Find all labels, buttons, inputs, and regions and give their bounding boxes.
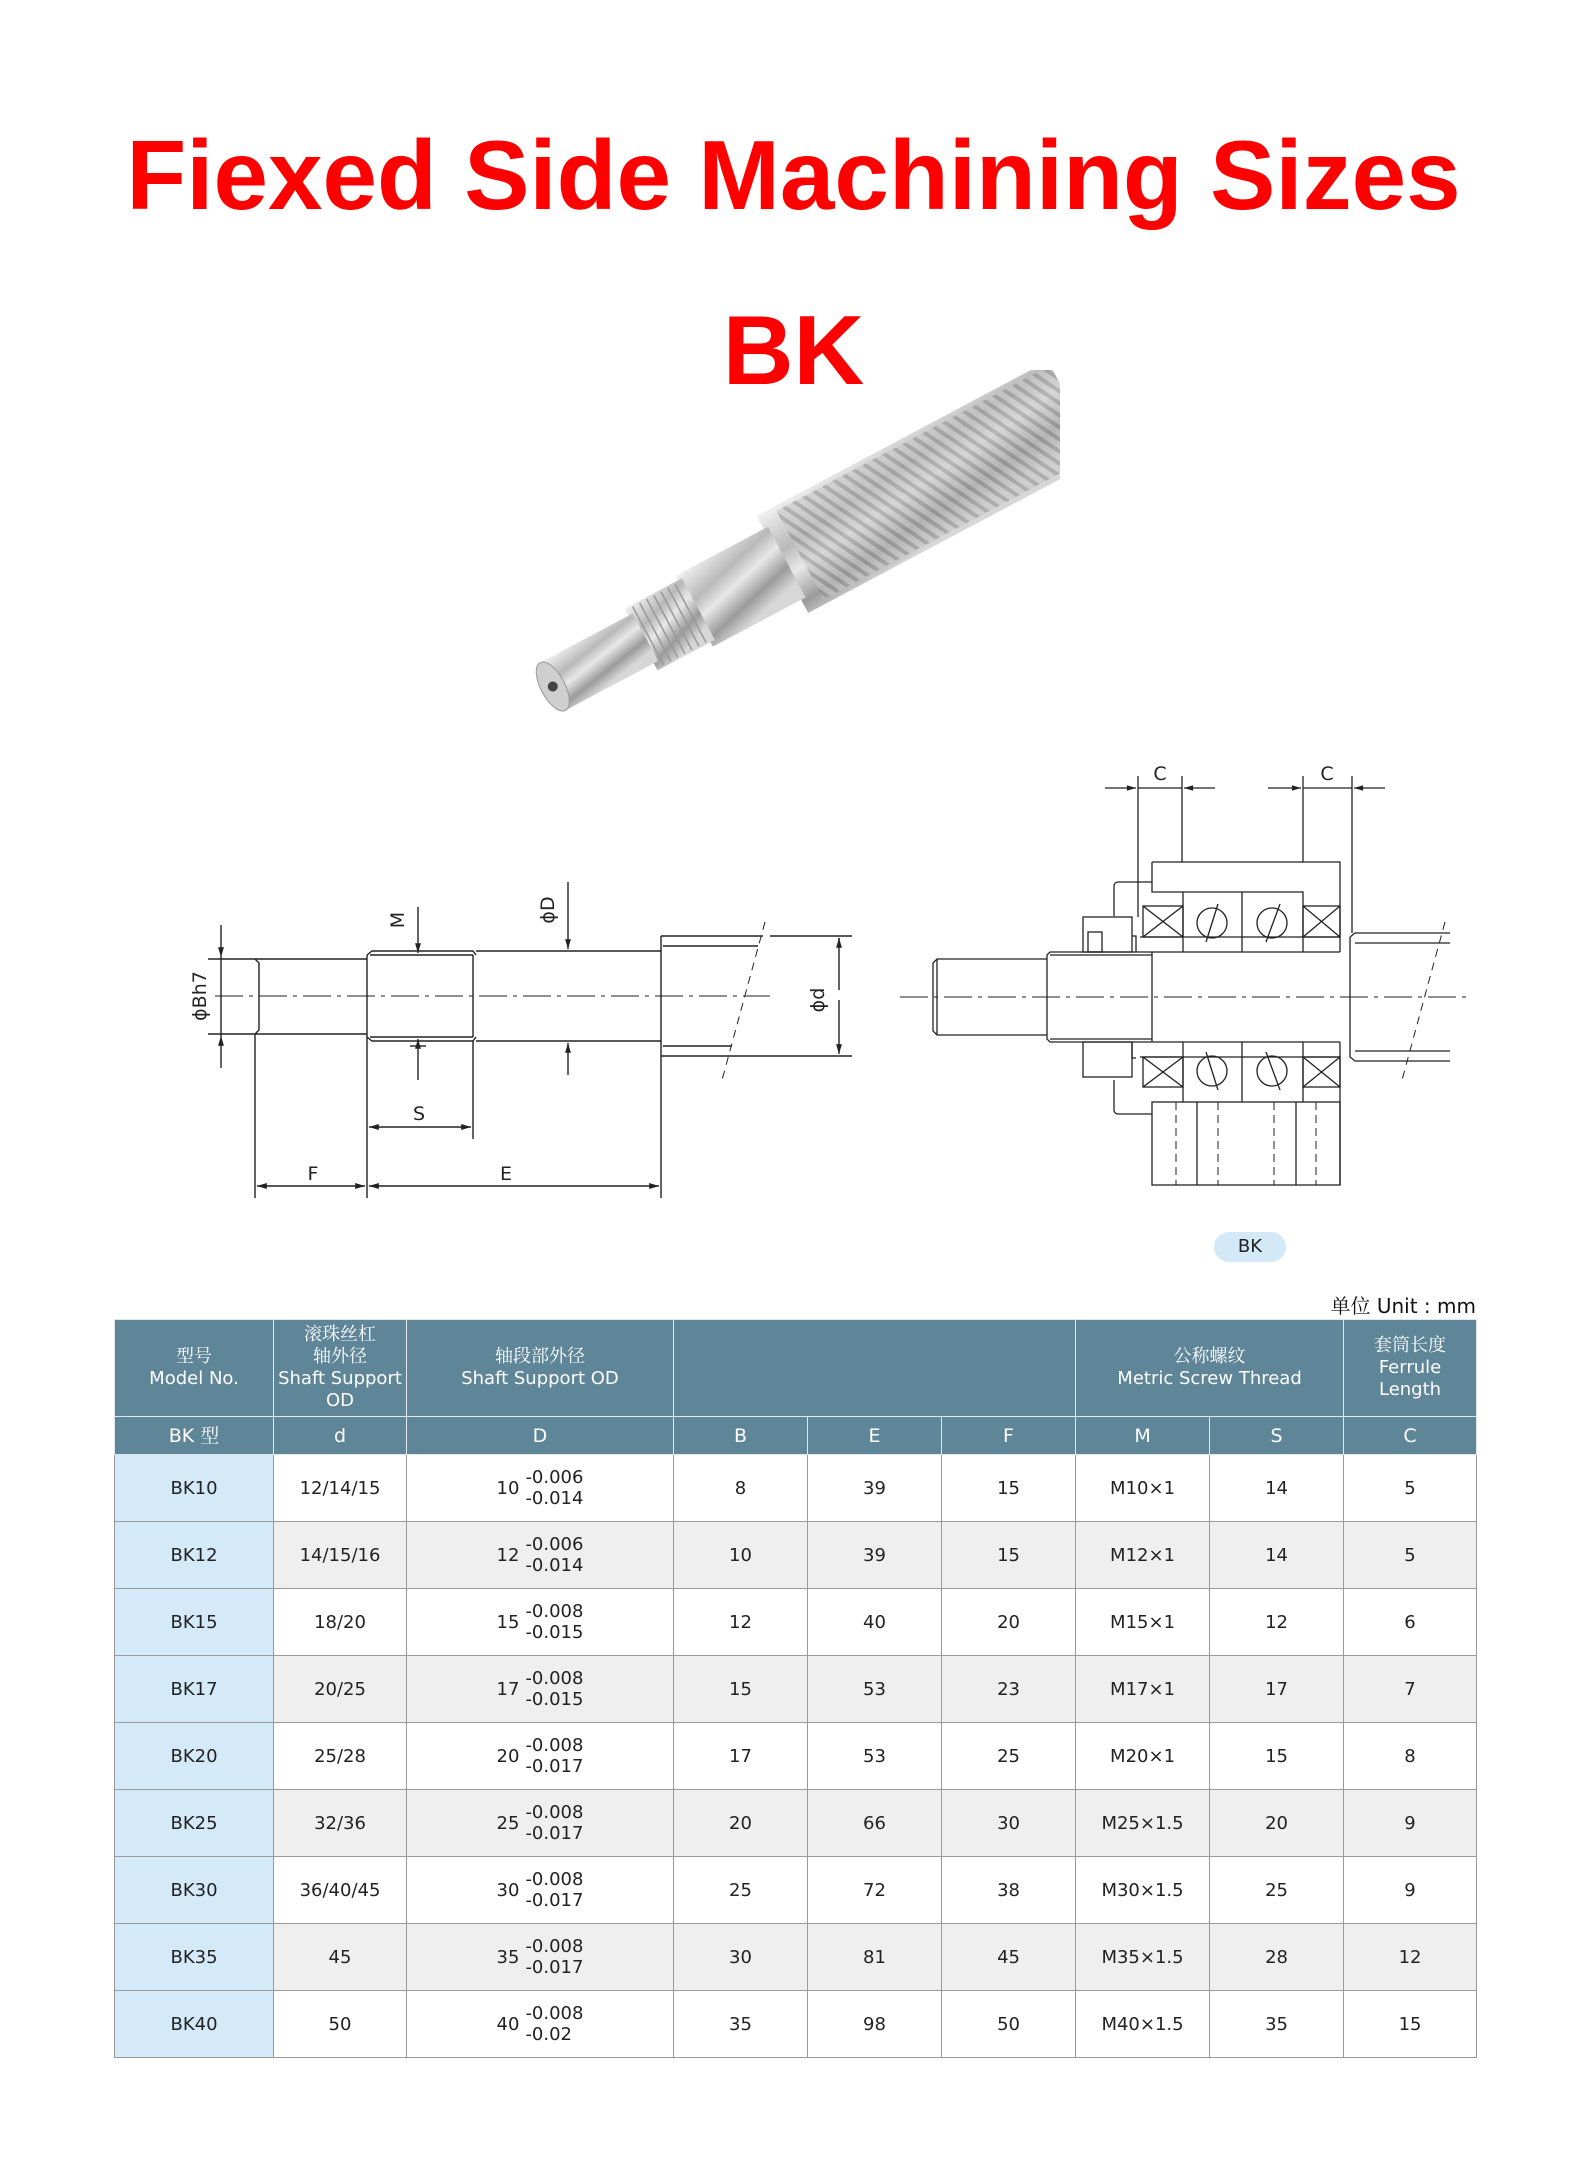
cell-F: 45 [942,1924,1076,1991]
cell-S: 14 [1210,1522,1344,1589]
cell-F: 15 [942,1455,1076,1522]
cell-D [407,1455,674,1522]
header-bef [674,1320,1076,1417]
shaft-end-labels [189,896,829,1185]
cell-M: M25×1.5 [1076,1790,1210,1857]
cell-S: 14 [1210,1455,1344,1522]
cell-model: BK35 [115,1924,274,1991]
col-M: M [1076,1417,1210,1455]
col-d: d [274,1417,407,1455]
upper-deviation: -0.008 [525,1668,584,1689]
label-phi-D: ϕD [537,896,559,924]
upper-deviation: -0.008 [525,1735,584,1756]
cell-model: BK17 [115,1656,274,1723]
cell-d: 20/25 [274,1656,407,1723]
cell-F: 25 [942,1723,1076,1790]
col-F: F [942,1417,1076,1455]
cell-D [407,1522,674,1589]
label-f: F [307,1163,319,1185]
nominal: 25 [496,1812,520,1834]
cell-B: 20 [674,1790,808,1857]
cell-B: 17 [674,1723,808,1790]
unit-label: 单位 Unit : mm [1330,1294,1476,1318]
cell-D [407,1790,674,1857]
cell-M: M40×1.5 [1076,1991,1210,2058]
nominal: 40 [496,2013,520,2035]
cell-S: 17 [1210,1656,1344,1723]
cell-model: BK15 [115,1589,274,1656]
cell-C: 6 [1344,1589,1477,1656]
cell-M: M15×1 [1076,1589,1210,1656]
cell-F: 15 [942,1522,1076,1589]
cell-S: 12 [1210,1589,1344,1656]
cell-S: 28 [1210,1924,1344,1991]
cell-d: 12/14/15 [274,1455,407,1522]
cell-d: 18/20 [274,1589,407,1656]
tolerance [497,1869,584,1911]
cell-S: 25 [1210,1857,1344,1924]
col-model: BK 型 [115,1417,274,1455]
cell-model: BK12 [115,1522,274,1589]
cell-C: 9 [1344,1857,1477,1924]
label-e: E [499,1163,513,1185]
lower-deviation: -0.017 [525,1756,584,1777]
nominal: 20 [496,1745,520,1767]
table-row [115,1723,1477,1790]
cell-F: 20 [942,1589,1076,1656]
cell-F: 38 [942,1857,1076,1924]
upper-deviation: -0.008 [525,1802,584,1823]
cell-M: M35×1.5 [1076,1924,1210,1991]
cell-E: 39 [808,1522,942,1589]
nominal: 10 [496,1477,520,1499]
table-row [115,1857,1477,1924]
cell-B: 12 [674,1589,808,1656]
cell-M: M17×1 [1076,1656,1210,1723]
lower-deviation: -0.017 [525,1890,584,1911]
label-c-right: C [1320,763,1334,785]
ball-screw-photo [500,370,1060,730]
col-S: S [1210,1417,1344,1455]
cell-D [407,1723,674,1790]
cell-M: M20×1 [1076,1723,1210,1790]
nominal: 12 [496,1544,520,1566]
table-row [115,1790,1477,1857]
cell-E: 81 [808,1924,942,1991]
upper-deviation: -0.008 [525,2003,584,2024]
bk-tag-badge: BK [1214,1232,1286,1262]
cell-E: 53 [808,1656,942,1723]
cell-D [407,1991,674,2058]
tolerance [497,1668,584,1710]
label-phi-b: ϕBh7 [189,971,211,1021]
cell-C: 5 [1344,1522,1477,1589]
header-ferrule-length: 套筒长度 Ferrule Length [1344,1320,1477,1417]
cell-E: 98 [808,1991,942,2058]
cell-model: BK30 [115,1857,274,1924]
cell-model: BK20 [115,1723,274,1790]
header-shaft-support-od: 滚珠丝杠 轴外径 Shaft Support OD [274,1320,407,1417]
upper-deviation: -0.008 [525,1936,584,1957]
cell-d: 14/15/16 [274,1522,407,1589]
cell-B: 25 [674,1857,808,1924]
cell-S: 15 [1210,1723,1344,1790]
cell-d: 36/40/45 [274,1857,407,1924]
cell-B: 10 [674,1522,808,1589]
col-C: C [1344,1417,1477,1455]
header-metric-thread: 公称螺纹 Metric Screw Thread [1076,1320,1344,1417]
cell-S: 35 [1210,1991,1344,2058]
cell-d: 25/28 [274,1723,407,1790]
tolerance [497,1802,584,1844]
tolerance [497,2003,584,2045]
cell-D [407,1589,674,1656]
nominal: 30 [496,1879,520,1901]
cell-F: 50 [942,1991,1076,2058]
label-phi-d: ϕd [807,987,829,1013]
cell-E: 66 [808,1790,942,1857]
label-m: M [387,911,409,929]
cell-d: 32/36 [274,1790,407,1857]
cell-d: 50 [274,1991,407,2058]
cell-B: 35 [674,1991,808,2058]
cell-B: 8 [674,1455,808,1522]
upper-deviation: -0.008 [525,1601,584,1622]
cell-E: 53 [808,1723,942,1790]
lower-deviation: -0.015 [525,1622,584,1643]
table-row [115,1522,1477,1589]
cell-C: 8 [1344,1723,1477,1790]
lower-deviation: -0.014 [525,1555,584,1576]
table-row [115,1656,1477,1723]
col-E: E [808,1417,942,1455]
shaft-end-drawing [208,882,852,1198]
col-D: D [407,1417,674,1455]
cell-C: 12 [1344,1924,1477,1991]
nominal: 17 [496,1678,520,1700]
cell-C: 5 [1344,1455,1477,1522]
page-title: Fiexed Side Machining Sizes [126,120,1461,230]
cell-E: 72 [808,1857,942,1924]
tolerance [497,1534,584,1576]
cell-model: BK10 [115,1455,274,1522]
cell-C: 9 [1344,1790,1477,1857]
label-c-left: C [1153,763,1167,785]
cell-E: 39 [808,1455,942,1522]
cell-E: 40 [808,1589,942,1656]
header-model: 型号 Model No. [115,1320,274,1417]
cell-model: BK40 [115,1991,274,2058]
cell-D [407,1656,674,1723]
upper-deviation: -0.006 [525,1467,584,1488]
upper-deviation: -0.006 [525,1534,584,1555]
cell-C: 15 [1344,1991,1477,2058]
upper-deviation: -0.008 [525,1869,584,1890]
lower-deviation: -0.02 [525,2024,573,2045]
lower-deviation: -0.015 [525,1689,584,1710]
cell-D [407,1857,674,1924]
assembly-labels [1153,763,1333,785]
col-B: B [674,1417,808,1455]
cell-d: 45 [274,1924,407,1991]
cell-B: 30 [674,1924,808,1991]
table-row [115,1991,1477,2058]
tolerance [497,1936,584,1978]
tolerance [497,1735,584,1777]
header-row-columns [115,1417,1477,1455]
cell-M: M10×1 [1076,1455,1210,1522]
page-subtitle: BK [722,295,865,405]
cell-F: 23 [942,1656,1076,1723]
cell-model: BK25 [115,1790,274,1857]
cell-F: 30 [942,1790,1076,1857]
cell-M: M12×1 [1076,1522,1210,1589]
lower-deviation: -0.017 [525,1823,584,1844]
cell-C: 7 [1344,1656,1477,1723]
spec-table [114,1319,1477,2058]
header-row-groups [115,1320,1477,1417]
cell-B: 15 [674,1656,808,1723]
cell-M: M30×1.5 [1076,1857,1210,1924]
header-od: 轴段部外径 Shaft Support OD [407,1320,674,1417]
table-row [115,1924,1477,1991]
lower-deviation: -0.017 [525,1957,584,1978]
tolerance [497,1467,584,1509]
tolerance [497,1601,584,1643]
nominal: 35 [496,1946,520,1968]
lower-deviation: -0.014 [525,1488,584,1509]
cell-D [407,1924,674,1991]
table-row [115,1589,1477,1656]
cell-S: 20 [1210,1790,1344,1857]
bk-assembly-drawing [900,776,1466,1185]
table-row [115,1455,1477,1522]
nominal: 15 [496,1611,520,1633]
label-s: S [412,1103,426,1125]
